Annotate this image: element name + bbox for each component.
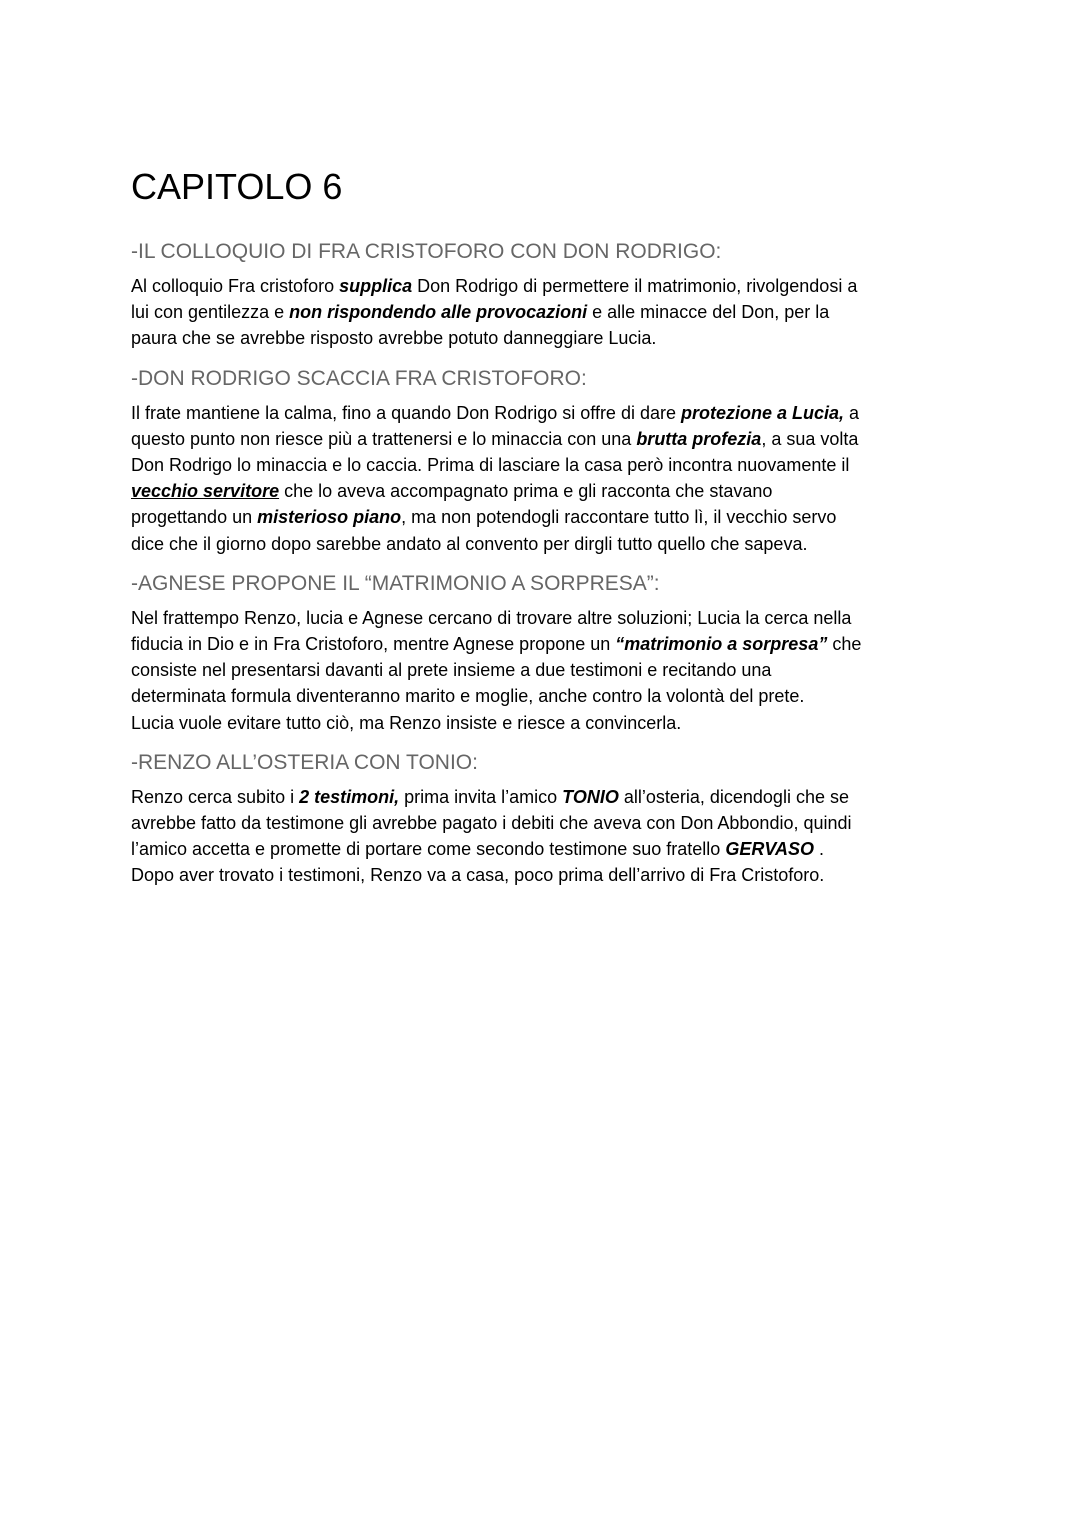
text-line: [131, 836, 961, 862]
text-run: Renzo cerca subito i: [131, 786, 300, 807]
text-line: [131, 504, 961, 530]
section-heading: -RENZO ALL’OSTERIA CON TONIO:: [131, 750, 478, 774]
text-line: [131, 452, 961, 478]
emphasis-text: vecchio servitore: [131, 481, 280, 502]
emphasis-text: misterioso piano: [257, 507, 402, 528]
text-run: progettando un: [131, 507, 258, 528]
text-run: Don Rodrigo lo minaccia e lo caccia. Prima di lasciare la casa però incontra nuovamente il: [131, 455, 850, 476]
emphasis-text: “matrimonio a sorpresa”: [615, 634, 828, 655]
emphasis-text: supplica: [339, 276, 413, 296]
text-run: lui con gentilezza e: [131, 302, 290, 323]
text-line: [131, 299, 961, 325]
text-line: [131, 683, 961, 709]
text-run: Nel frattempo Renzo, lucia e Agnese cercano di trovare altre soluzioni; Lucia la cerca nella: [131, 607, 852, 628]
section-paragraph: [131, 605, 961, 736]
text-run: prima invita l’amico: [399, 786, 563, 807]
emphasis-text: brutta profezia: [636, 428, 762, 449]
section-heading: -DON RODRIGO SCACCIA FRA CRISTOFORO:: [131, 366, 587, 390]
emphasis-text: 2 testimoni,: [299, 786, 400, 807]
text-run: questo punto non riesce più a trattenersi e lo minaccia con una: [131, 428, 637, 449]
section-paragraph: [131, 273, 961, 352]
text-line: [131, 426, 961, 452]
text-run: , a sua volta: [761, 428, 859, 449]
text-run: determinata formula diventeranno marito e moglie, anche contro la volontà del prete.: [131, 686, 805, 707]
sections-container: [131, 239, 961, 889]
text-run: all’osteria, dicendogli che se: [618, 786, 849, 807]
text-line: [131, 657, 961, 683]
section-paragraph: [131, 400, 961, 557]
text-run: paura che se avrebbe risposto avrebbe potuto danneggiare Lucia.: [131, 328, 657, 349]
text-run: Don Rodrigo di permettere il matrimonio, rivolgendosi a: [412, 276, 858, 296]
page-title: CAPITOLO 6: [131, 166, 343, 207]
text-run: che: [827, 634, 862, 655]
text-run: fiducia in Dio e in Fra Cristoforo, mentre Agnese propone un: [131, 634, 616, 655]
text-run: che lo aveva accompagnato prima e gli racconta che stavano: [279, 481, 773, 502]
text-line: [131, 273, 961, 299]
text-run: Lucia vuole evitare tutto ciò, ma Renzo insiste e riesce a convincerla.: [131, 712, 682, 733]
text-line: [131, 710, 961, 736]
text-line: [131, 400, 961, 426]
emphasis-text: protezione a Lucia,: [680, 402, 845, 423]
text-run: a: [844, 402, 860, 423]
text-line: [131, 784, 961, 810]
text-line: [131, 631, 961, 657]
emphasis-text: TONIO: [562, 786, 619, 807]
text-run: , ma non potendogli raccontare tutto lì, il vecchio servo: [401, 507, 837, 528]
section: [131, 366, 961, 557]
section: [131, 750, 961, 889]
document-page: [131, 165, 961, 903]
text-line: [131, 531, 961, 557]
text-line: [131, 810, 961, 836]
text-line: [131, 862, 961, 888]
text-line: [131, 605, 961, 631]
text-run: Il frate mantiene la calma, fino a quando Don Rodrigo si offre di dare: [131, 402, 681, 423]
text-run: dice che il giorno dopo sarebbe andato al convento per dirgli tutto quello che sapeva.: [131, 533, 808, 554]
section-paragraph: [131, 784, 961, 889]
text-run: Al colloquio Fra cristoforo: [131, 276, 340, 296]
text-run: e alle minacce del Don, per la: [587, 302, 830, 323]
text-line: [131, 325, 961, 351]
section-heading: -IL COLLOQUIO DI FRA CRISTOFORO CON DON RODRIGO:: [131, 240, 722, 263]
text-run: Dopo aver trovato i testimoni, Renzo va a casa, poco prima dell’arrivo di Fra Cristoforo.: [131, 865, 825, 886]
emphasis-text: non rispondendo alle provocazioni: [289, 302, 588, 323]
section: [131, 239, 961, 352]
section: [131, 571, 961, 736]
text-run: avrebbe fatto da testimone gli avrebbe pagato i debiti che aveva con Don Abbondio, quindi: [131, 813, 852, 834]
text-line: [131, 478, 961, 504]
text-run: l’amico accetta e promette di portare come secondo testimone suo fratello: [131, 839, 726, 860]
emphasis-text: GERVASO: [725, 839, 814, 860]
section-heading: -AGNESE PROPONE IL “MATRIMONIO A SORPRESA”:: [131, 571, 660, 595]
text-run: .: [814, 839, 825, 860]
text-run: consiste nel presentarsi davanti al prete insieme a due testimoni e recitando una: [131, 660, 772, 681]
